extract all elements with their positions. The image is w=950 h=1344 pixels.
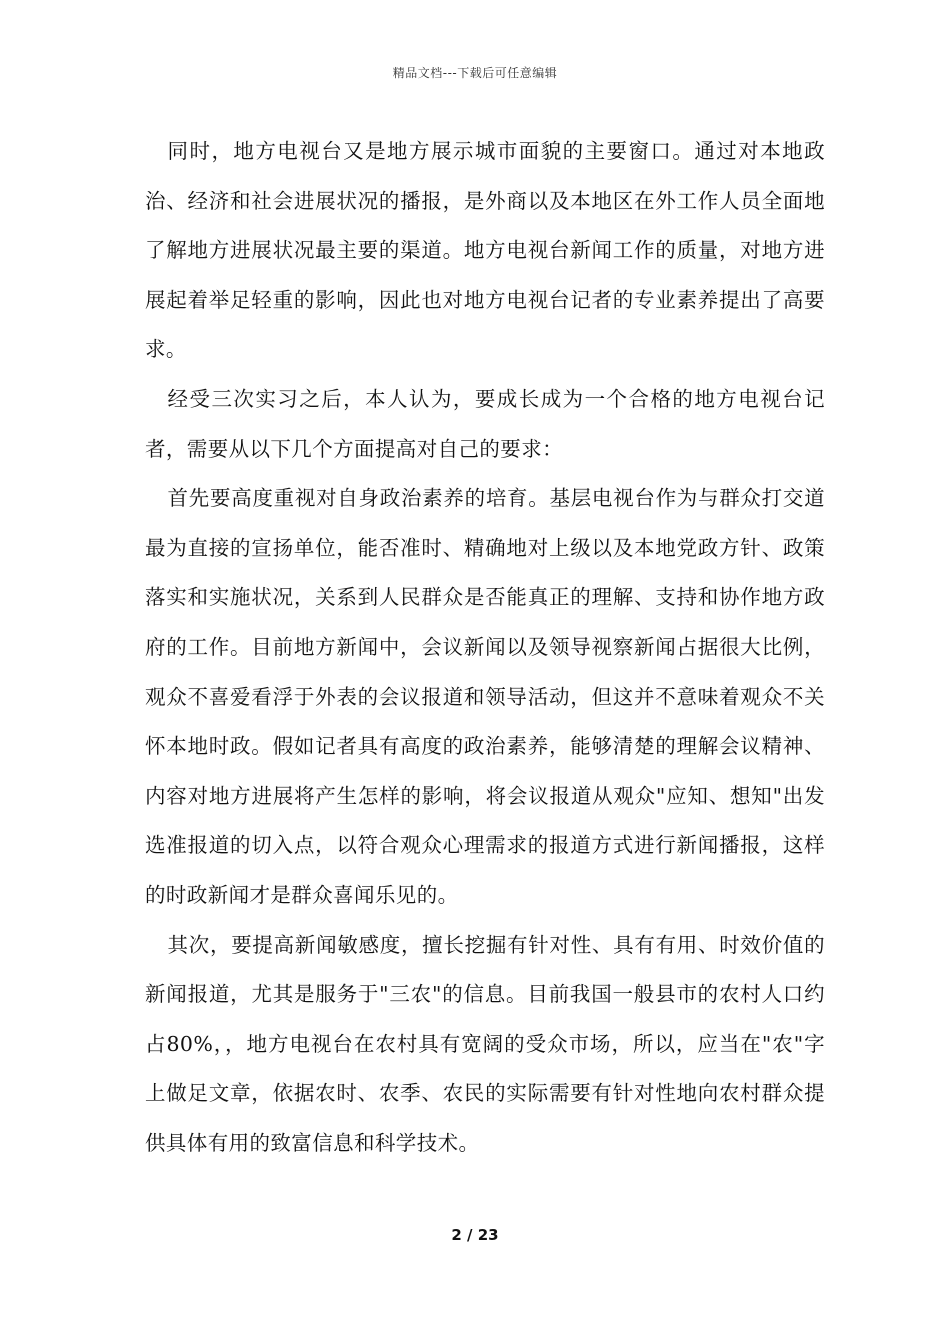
- page-number: 2 / 23: [451, 1226, 499, 1244]
- paragraph-3: 首先要高度重视对自身政治素养的培育。基层电视台作为与群众打交道最为直接的宣扬单位，能否准时、精确地对上级以及本地党政方针、政策落实和实施状况，关系到人民群众是否能真正的理解、支持和协作地方政府的工作。目前地方新闻中，会议新闻以及领导视察新闻占据很大比例，观众不喜爱看浮于外表的会议报道和领导活动，但这并不意味着观众不关怀本地时政。假如记者具有高度的政治素养，能够清楚的理解会议精神、内容对地方进展将产生怎样的影响，将会议报道从观众"应知、想知"出发选准报道的切入点，以符合观众心理需求的报道方式进行新闻播报，这样的时政新闻才是群众喜闻乐见的。: [145, 486, 825, 907]
- paragraph-4: 其次，要提高新闻敏感度，擅长挖掘有针对性、具有有用、时效价值的新闻报道，尤其是服务于"三农"的信息。目前我国一般县市的农村人口约占80%，，地方电视台在农村具有宽阔的受众市场，所以，应当在"农"字上做足文章，依据农时、农季、农民的实际需要有针对性地向农村群众提供具体有用的致富信息和科学技术。: [145, 932, 825, 1155]
- paragraph-2: 经受三次实习之后，本人认为，要成长成为一个合格的地方电视台记者，需要从以下几个方面提高对自己的要求：: [145, 386, 825, 461]
- paragraph-1: 同时，地方电视台又是地方展示城市面貌的主要窗口。通过对本地政治、经济和社会进展状况的播报，是外商以及本地区在外工作人员全面地了解地方进展状况最主要的渠道。地方电视台新闻工作的质量，对地方进展起着举足轻重的影响，因此也对地方电视台记者的专业素养提出了高要求。: [145, 139, 825, 362]
- page-header: 精品文档---下载后可任意编辑: [392, 66, 558, 80]
- document-body: [145, 127, 825, 1168]
